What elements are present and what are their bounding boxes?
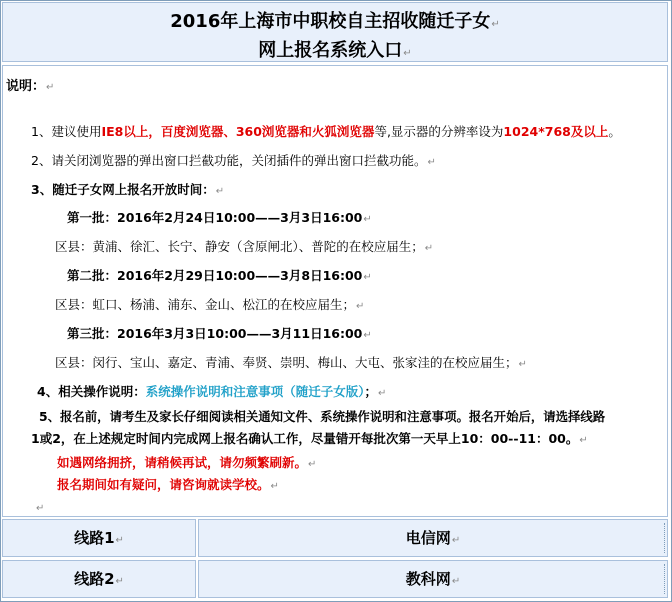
paragraph-mark-icon: ↵ — [451, 535, 461, 546]
paragraph-mark-icon: ↵ — [115, 535, 124, 546]
route-1-network-link[interactable]: 电信网↵ — [198, 519, 668, 557]
paragraph-mark-icon: ↵ — [46, 82, 55, 93]
route-2-name[interactable]: 线路2↵ — [2, 560, 196, 598]
notice-item-5-line-1: 5、报名前，请考生及家长仔细阅读相关通知文件、系统操作说明和注意事项。报名开始后，请选择线路 — [39, 409, 606, 424]
paragraph-mark-icon: ↵ — [377, 388, 387, 399]
notice-heading: 说明：↵ — [6, 79, 55, 94]
batch-2-time: 第二批：2016年2月29日10:00——3月8日16:00↵ — [67, 268, 372, 283]
route-row-2[interactable] — [2, 560, 668, 600]
paragraph-mark-icon: ↵ — [115, 576, 124, 587]
batch-3-districts: 区县：闵行、宝山、嘉定、青浦、奉贤、崇明、梅山、大屯、张家洼的在校应届生；↵ — [55, 355, 527, 370]
paragraph-mark-icon: ↵ — [363, 330, 372, 341]
paragraph-mark-icon: ↵ — [579, 435, 588, 446]
title-text-1: 2016年上海市中职校自主招收随迁子女 — [170, 11, 491, 32]
empty-paragraph — [35, 498, 44, 518]
operation-guide-link[interactable]: 系统操作说明和注意事项（随迁子女版） — [145, 384, 365, 399]
notice-item-4: 4、相关操作说明：系统操作说明和注意事项（随迁子女版）；↵ — [37, 384, 387, 399]
route-row-1[interactable] — [2, 519, 668, 559]
notice-item-1: 1、建议使用IE8以上，百度浏览器、360浏览器和火狐浏览器等,显示器的分辨率设为1024*768及以上。 — [31, 124, 621, 139]
route-table — [2, 519, 668, 601]
title-line-1 — [3, 9, 667, 38]
paragraph-mark-icon: ↵ — [518, 359, 527, 370]
route-1-name[interactable]: 线路1↵ — [2, 519, 196, 557]
batch-1-time: 第一批：2016年2月24日10:00——3月3日16:00↵ — [67, 210, 372, 225]
page-title — [2, 2, 668, 62]
paragraph-mark-icon: ↵ — [270, 481, 279, 492]
browser-recommendation: IE8以上，百度浏览器、360浏览器和火狐浏览器 — [101, 124, 375, 139]
paragraph-mark-icon: ↵ — [491, 19, 500, 30]
paragraph-mark-icon: ↵ — [356, 301, 365, 312]
batch-3-time: 第三批：2016年3月3日10:00——3月11日16:00↵ — [67, 326, 372, 341]
paragraph-mark-icon: ↵ — [427, 157, 436, 168]
paragraph-mark-icon: ↵ — [363, 214, 372, 225]
paragraph-mark-icon: ↵ — [403, 48, 412, 59]
notice-item-3-heading: 3、随迁子女网上报名开放时间：↵ — [31, 182, 225, 197]
contact-school-note: 报名期间如有疑问，请咨询就读学校。↵ — [57, 477, 279, 492]
notice-item-5-line-2: 1或2，在上述规定时间内完成网上报名确认工作，尽量错开每批次第一天早上10：00--11：00。↵ — [31, 431, 588, 446]
title-text-2: 网上报名系统入口 — [258, 40, 403, 61]
congestion-warning: 如遇网络拥挤，请稍候再试，请勿频繁刷新。↵ — [57, 455, 317, 470]
paragraph-mark-icon: ↵ — [424, 243, 434, 254]
route-2-network-link[interactable]: 教科网↵ — [198, 560, 668, 598]
paragraph-mark-icon: ↵ — [308, 459, 317, 470]
title-line-2 — [3, 38, 667, 67]
paragraph-mark-icon: ↵ — [36, 503, 45, 514]
notice-panel — [2, 65, 668, 517]
resolution-requirement: 1024*768及以上 — [503, 124, 609, 139]
paragraph-mark-icon: ↵ — [215, 186, 225, 197]
paragraph-mark-icon: ↵ — [451, 576, 461, 587]
paragraph-mark-icon: ↵ — [363, 272, 372, 283]
notice-item-2: 2、请关闭浏览器的弹出窗口拦截功能，关闭插件的弹出窗口拦截功能。↵ — [31, 153, 436, 168]
batch-2-districts: 区县：虹口、杨浦、浦东、金山、松江的在校应届生；↵ — [55, 297, 365, 312]
batch-1-districts: 区县：黄浦、徐汇、长宁、静安（含原闸北）、普陀的在校应届生；↵ — [55, 239, 434, 254]
